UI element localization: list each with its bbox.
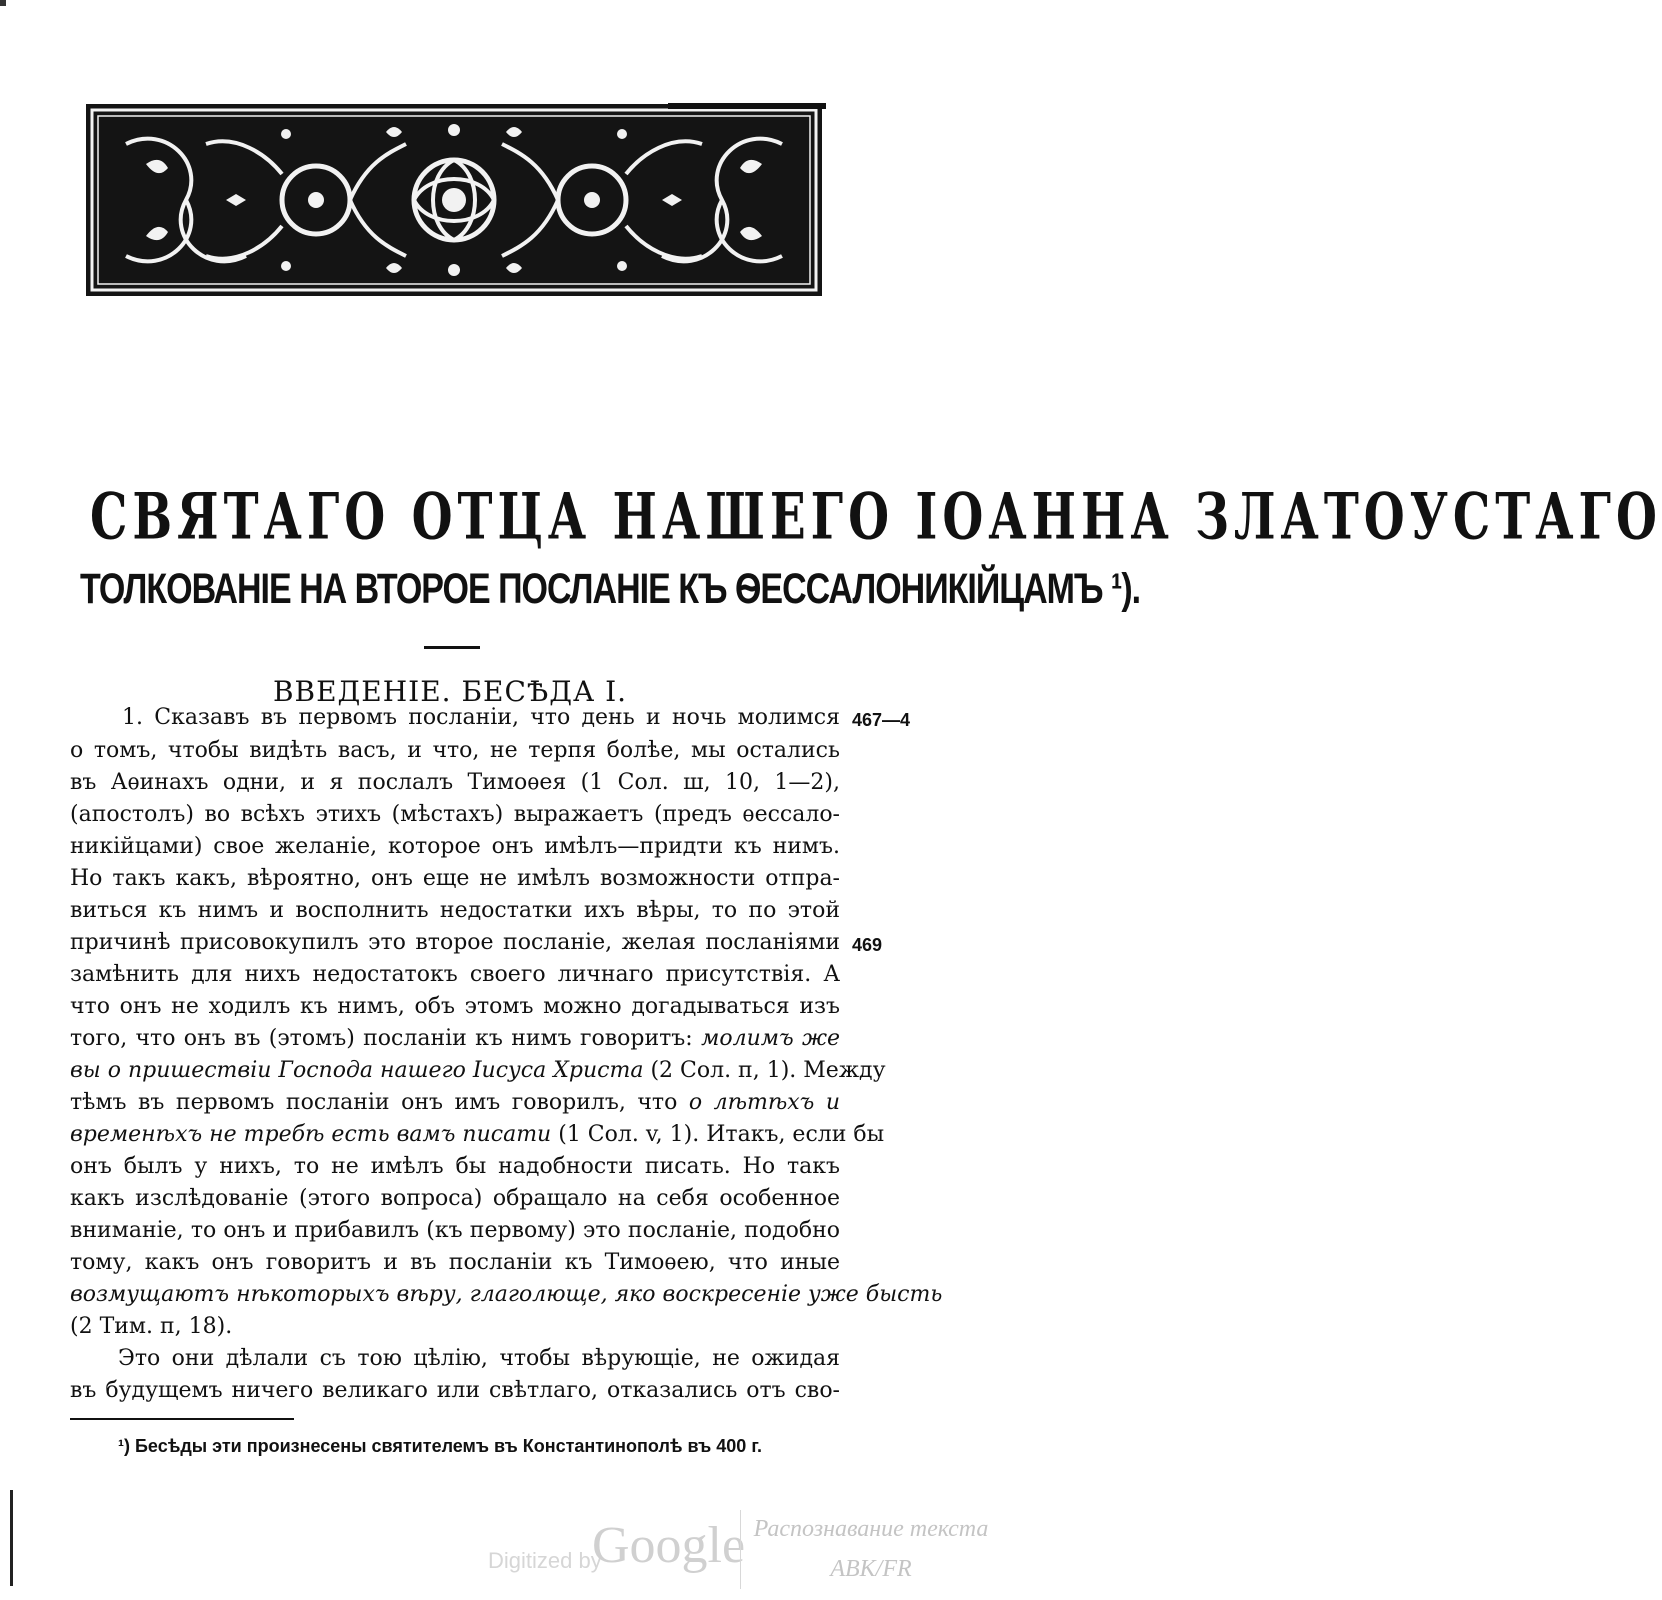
body-line-11-text: того, что онъ въ (этомъ) посланіи къ нимъ говоритъ: [70, 1026, 693, 1051]
scripture-quote-1a: молимъ же [701, 1026, 841, 1051]
body-line-1: 1. Сказавъ въ первомъ посланіи, что день и ночь молимся [122, 705, 840, 730]
body-line-13-text: тѣмъ въ первомъ посланіи онъ имъ говорилъ, что [70, 1090, 678, 1115]
body-line-14 [70, 1122, 885, 1147]
section-heading: ВВЕДЕНІЕ. БЕСѢДА I. [272, 675, 628, 708]
footnote-rule [70, 1418, 294, 1420]
margin-page-number-2: 469 [852, 935, 883, 955]
watermark-ocr-credit [740, 1510, 1001, 1589]
margin-page-number-1: 467—4 [852, 710, 911, 730]
title-line-1: СВЯТАГО ОТЦА НАШЕГО ІОАННА ЗЛАТОУСТАГО [90, 480, 1662, 555]
title-divider [424, 646, 480, 649]
body-line-17: вниманіе, то онъ и прибавилъ (къ первому) это посланіе, подобно [70, 1218, 840, 1243]
watermark-digitized-by: Digitized by [488, 1548, 602, 1573]
scripture-quote-3: возмущаютъ нѣкоторыхъ вѣру, глаголюще, яко воскресеніе уже бысть [70, 1282, 943, 1307]
body-line-21: Это они дѣлали съ тою цѣлію, чтобы вѣрующіе, не ожидая [118, 1346, 840, 1371]
scripture-quote-2a: о лѣтѣхъ и [688, 1090, 840, 1115]
floral-ornament-band [86, 104, 822, 296]
body-line-9: замѣнить для нихъ недостатокъ своего личнаго присутствія. А [70, 962, 840, 987]
footnote: ¹) Бесѣды эти произнесены святителемъ въ Константинополѣ въ 400 г. [118, 1436, 763, 1456]
body-line-14-text: (1 Сол. v, 1). Итакъ, если бы [558, 1122, 885, 1147]
scripture-quote-1b: вы о пришествіи Господа нашего Іисуса Христа [70, 1058, 644, 1083]
body-line-19 [70, 1282, 943, 1307]
body-line-7: виться къ нимъ и восполнить недостатки ихъ вѣры, то по этой [70, 898, 840, 923]
body-line-3: въ Аѳинахъ одни, и я послалъ Тимоѳея (1 Сол. ш, 10, 1—2), [70, 770, 840, 795]
scan-edge-bar [10, 1490, 13, 1586]
body-line-20: (2 Тим. п, 18). [70, 1314, 233, 1339]
scripture-quote-2b: временѣхъ не требѣ есть вамъ писати [70, 1122, 552, 1147]
watermark-ocr-line-2: ABK/FR [830, 1555, 912, 1582]
scan-edge-mark [0, 0, 6, 6]
body-line-10: что онъ не ходилъ къ нимъ, объ этомъ можно догадываться изъ [70, 994, 840, 1019]
body-line-6: Но такъ какъ, вѣроятно, онъ еще не имѣлъ возможности отпра- [70, 866, 840, 891]
body-line-8: причинѣ присовокупилъ это второе посланіе, желая посланіями [70, 930, 840, 955]
ornament-graphic [86, 104, 822, 296]
body-line-4: (апостолъ) во всѣхъ этихъ (мѣстахъ) выражаетъ (предъ ѳессало- [70, 802, 840, 827]
body-line-16: какъ изслѣдованіе (этого вопроса) обращало на себя особенное [70, 1186, 840, 1211]
body-line-5: никійцами) свое желаніе, которое онъ имѣлъ—придти къ нимъ. [70, 834, 840, 859]
body-line-18: тому, какъ онъ говоритъ и въ посланіи къ Тимоѳею, что иные [70, 1250, 840, 1275]
watermark-google-logo: Google [592, 1517, 746, 1574]
body-line-12-text: (2 Сол. п, 1). Между [650, 1058, 886, 1083]
body-line-11 [70, 1027, 840, 1051]
watermark-ocr-line-1: Распознавание текста [753, 1516, 989, 1542]
body-line-12 [70, 1058, 886, 1083]
body-line-22: въ будущемъ ничего великаго или свѣтлаго, отказались отъ сво- [70, 1378, 840, 1403]
title-line-2: ТОЛКОВАНІЕ НА ВТОРОЕ ПОСЛАНІЕ КЪ ѲЕССАЛОНИКІЙЦАМЪ ¹). [80, 565, 1141, 613]
ornament-top-rule [668, 103, 826, 109]
body-line-15: онъ былъ у нихъ, то не имѣлъ бы надобности писать. Но такъ [70, 1154, 840, 1179]
body-line-13 [70, 1091, 840, 1115]
body-line-2: о томъ, чтобы видѣть васъ, и что, не терпя болѣе, мы остались [70, 738, 840, 763]
